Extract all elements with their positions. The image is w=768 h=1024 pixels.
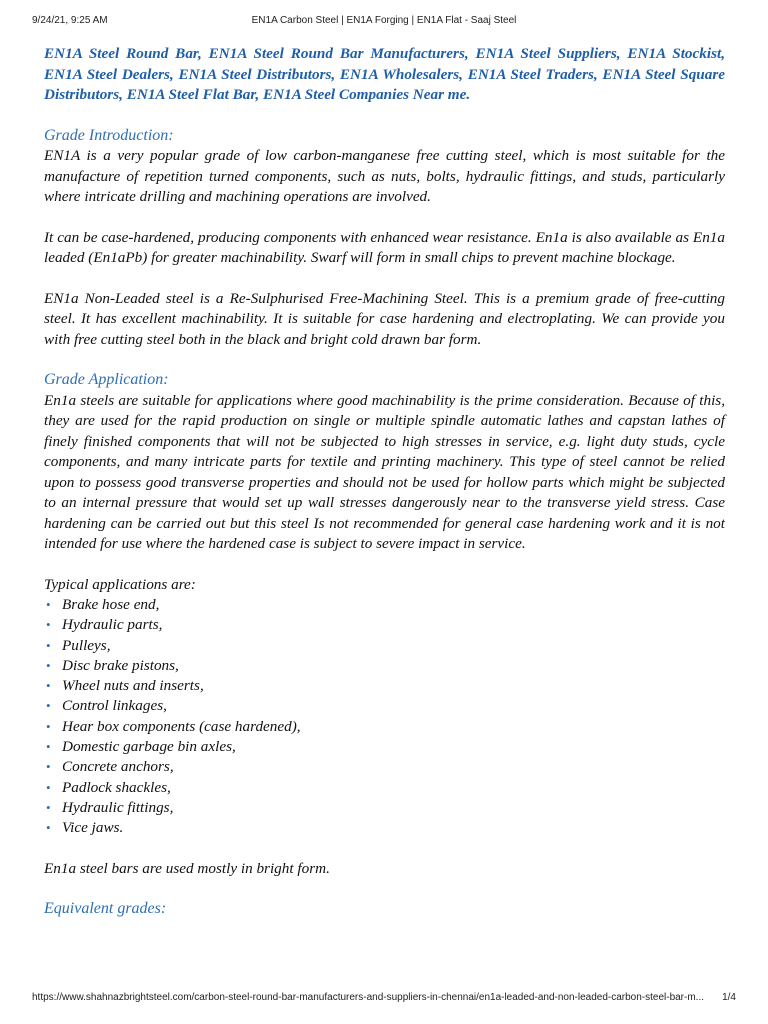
print-timestamp: 9/24/21, 9:25 AM <box>32 15 108 26</box>
list-item <box>44 595 725 615</box>
grade-introduction-heading: Grade Introduction: <box>44 126 174 144</box>
print-footer <box>0 992 768 1008</box>
bullet-icon: • <box>46 657 51 673</box>
keyword-heading: EN1A Steel Round Bar, EN1A Steel Round Bar Manufacturers, EN1A Steel Suppliers, EN1A Stockist, EN1A Steel Dealers, EN1A Steel Distributors, EN1A Wholesalers, EN1A Steel Traders, EN1A Steel Square Distributors, EN1A Steel Flat Bar, EN1A Steel Companies Near me. <box>44 45 725 103</box>
bright-form-note: En1a steel bars are used mostly in bright form. <box>44 859 330 877</box>
intro-paragraph-1: EN1A is a very popular grade of low carbon-manganese free cutting steel, which is most suitable for the manufacture of repetition turned components, such as nuts, bolts, hydraulic fittings, and studs, particularly where intricate drilling and machining operations are involved. <box>44 147 725 205</box>
equivalent-grades-heading: Equivalent grades: <box>44 900 167 918</box>
applications-list <box>44 595 725 839</box>
bullet-icon: • <box>46 759 51 775</box>
list-item-text: Brake hose end, <box>62 596 160 613</box>
bullet-icon: • <box>46 779 51 795</box>
list-item <box>44 696 725 716</box>
list-item-text: Disc brake pistons, <box>62 656 179 674</box>
list-item-text: Padlock shackles, <box>62 778 171 796</box>
bullet-icon: • <box>46 739 51 755</box>
list-item-text: Domestic garbage bin axles, <box>62 738 236 756</box>
bullet-icon: • <box>46 617 51 633</box>
bullet-icon: • <box>46 799 51 815</box>
list-item <box>44 717 725 737</box>
list-item <box>44 676 725 696</box>
list-item <box>44 656 725 676</box>
list-item <box>44 757 725 777</box>
bullet-icon: • <box>46 820 51 836</box>
applications-list-intro: Typical applications are: <box>44 575 196 593</box>
bullet-icon: • <box>46 597 51 612</box>
list-item-text: Hear box components (case hardened), <box>62 717 301 735</box>
list-item-text: Wheel nuts and inserts, <box>62 677 204 695</box>
print-page-title: EN1A Carbon Steel | EN1A Forging | EN1A Flat - Saaj Steel <box>251 15 517 26</box>
list-item-text: Vice jaws. <box>62 819 124 837</box>
list-item-text: Hydraulic fittings, <box>62 798 174 816</box>
list-item-text: Hydraulic parts, <box>62 616 163 634</box>
intro-paragraph-3: EN1a Non-Leaded steel is a Re-Sulphurised Free-Machining Steel. This is a premium grade of free-cutting steel. It has excellent machinability. It is suitable for case hardening and electroplating. We can provide you with free cutting steel both in the black and bright cold drawn bar form. <box>44 289 725 348</box>
bullet-icon: • <box>46 637 51 653</box>
bullet-icon: • <box>46 678 51 694</box>
list-item <box>44 798 725 818</box>
page-number: 1/4 <box>722 992 736 1003</box>
list-item-text: Pulleys, <box>62 636 111 654</box>
application-paragraph: En1a steels are suitable for applications where good machinability is the prime consideration. Because of this, they are used for the rapid production on single or multiple spindle automatic lathes and capstan lathes of finely finished components that will not be subjected to high stresses in service, e.g. light duty studs, cycle components, and many intricate parts for textile and printing machinery. This type of steel cannot be relied upon to possess good transverse properties and should not be used for hollow parts which might be subjected to an internal pressure that would set up wall stresses dangerously near to the transverse yield stress. Case hardening can be carried out but this steel Is not recommended for general case hardening work and it is not intended for use where the hardened case is subject to severe impact in service. <box>44 391 725 552</box>
bullet-icon: • <box>46 698 51 714</box>
print-source-url: https://www.shahnazbrightsteel.com/carbon-steel-round-bar-manufacturers-and-suppliers-in-chennai/en1a-leaded-and-non-leaded-carbon-steel-bar-m... <box>32 992 704 1003</box>
list-item <box>44 737 725 757</box>
grade-application-heading: Grade Application: <box>44 371 169 388</box>
list-item <box>44 636 725 656</box>
list-item <box>44 818 725 838</box>
list-item-text: Concrete anchors, <box>62 758 174 776</box>
intro-paragraph-2: It can be case-hardened, producing components with enhanced wear resistance. En1a is also available as En1a leaded (En1aPb) for greater machinability. Swarf will form in small chips to prevent machine blockage. <box>44 228 725 266</box>
list-item <box>44 615 725 635</box>
print-header <box>0 15 768 31</box>
list-item-text: Control linkages, <box>62 697 167 715</box>
list-item <box>44 778 725 798</box>
document-content <box>44 44 725 920</box>
bullet-icon: • <box>46 718 51 734</box>
